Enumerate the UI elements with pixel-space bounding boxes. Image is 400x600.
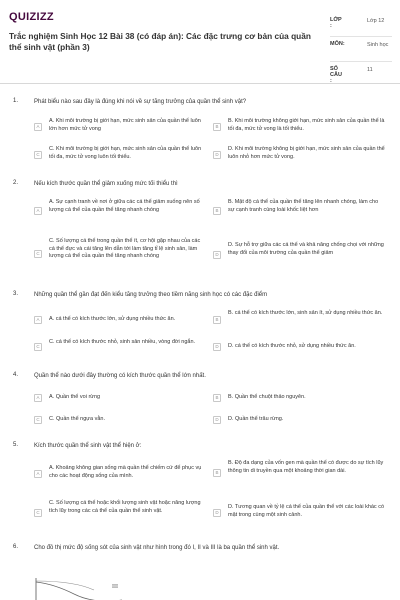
option-letter: D [213,343,221,351]
meta-count-value: 11 [367,67,373,73]
option-letter: A [34,394,42,402]
option-text: A. Sự cạnh tranh về nơi ở giữa các cá thể giảm xuống nên số lượng cá thể của quần thể tăng nhanh chóng [49,199,200,213]
option-text: A. Quần thể voi rừng [49,394,101,400]
option-text: C. Khi môi trường bị giới hạn, mức sinh sản của quần thể luôn tối đa, mức tử vong luôn tối thiểu. [49,146,202,160]
survival-curve [36,582,122,600]
option-letter: B [213,207,221,215]
option-letter: C [34,250,42,258]
worksheet-header [0,0,400,84]
option-text: D. Sự hỗ trợ giữa các cá thể và khả năng chống chọi với những thay đổi của môi trường của quần thể giảm [228,242,384,256]
question-text: Quần thể nào dưới đây thường có kích thước quần thể lớn nhất. [34,373,206,379]
option-letter: C [34,509,42,517]
question-text: Những quần thể gần đạt đến kiểu tăng trưởng theo tiềm năng sinh học có các đặc điểm [34,292,268,298]
option-letter: D [213,151,221,159]
question-number: 3. [13,291,19,297]
question-number: 1. [13,98,19,104]
option-text: C. Số lượng cá thể trong quần thể ít, cơ hội gặp nhau của các cá thể đực và cái tăng lên dẫn tới làm tăng tỉ lệ sinh sản, làm lượng cá thể của quần thể tăng nhanh chóng [49,238,201,259]
option-text: A. cá thể có kích thước lớn, sử dụng nhiều thức ăn. [49,316,176,322]
option-letter: D [213,251,221,259]
option-text: A. Khoảng không gian sống mà quần thể chiếm cứ để phục vụ cho các hoạt động sống của mình. [49,465,202,479]
option-text: B. Quần thể chuột thảo nguyên. [228,394,306,400]
question-text: Cho đồ thị mức độ sống sót của sinh vật như hình trong đó I, II và III là ba quần thể sinh vật. [34,545,280,551]
meta-divider [330,61,392,62]
option-text: D. cá thể có kích thước nhỏ, sử dụng nhiều thức ăn. [228,343,356,349]
survival-curve [36,581,94,590]
question-text: Kích thước quần thể sinh vật thể hiện ở: [34,443,142,449]
question-text: Phát biểu nào sau đây là đúng khi nói về sự tăng trưởng của quần thể sinh vật? [34,99,247,105]
option-text: B. Khi môi trường không giới hạn, mức sinh sản của quần thể là tối đa, mức tử vong là tối thiểu. [228,118,385,132]
option-text: C. Số lượng cá thể hoặc khối lượng sinh vật hoặc năng lượng tích lũy trong các cá thể của quần thể sinh vật. [49,500,201,514]
option-letter: C [34,151,42,159]
option-letter: A [34,207,42,215]
question-number: 5. [13,442,19,448]
option-text: D. Tương quan về tỷ lệ cá thể của quần thể với các loài khác có mặt trong cùng một sinh cảnh. [228,504,385,518]
option-text: C. cá thể có kích thước nhỏ, sinh sản nhiều, vòng đời ngắn. [49,339,196,345]
option-letter: A [34,316,42,324]
meta-subject-value: Sinh học [367,42,389,48]
worksheet-title: Trắc nghiệm Sinh Học 12 Bài 38 (có đáp án): Các đặc trưng cơ bản của quần thể sinh vật (phần 3) [9,31,311,52]
option-letter: D [213,509,221,517]
option-letter: B [213,469,221,477]
quizizz-logo: QUIZIZZ [9,11,54,23]
option-text: B. cá thể có kích thước lớn, sinh sản ít, sử dụng nhiều thức ăn. [228,310,383,316]
option-letter: B [213,316,221,324]
meta-grade-value: Lớp 12 [367,18,385,24]
option-text: D. Khi môi trường không bị giới hạn, mức sinh sản của quần thể luôn nhỏ hơn mức tử vong. [228,146,385,160]
option-text: C. Quần thể ngựa vằn. [49,416,105,422]
curve-label: III [112,584,118,590]
option-text: A. Khi môi trường bị giới hạn, mức sinh sản của quần thể luôn lớn hơn mức tử vong [49,118,201,132]
option-letter: A [34,123,42,131]
option-letter: C [34,416,42,424]
question-number: 6. [13,544,19,550]
survival-curve-figure [34,578,124,600]
option-text: B. Độ đa dạng của vốn gen mà quần thể có được do sự tích lũy thông tin di truyền qua một khoảng thời gian dài. [228,460,384,474]
option-letter: A [34,470,42,478]
meta-subject-label: MÔN: [330,41,345,47]
question-number: 2. [13,180,19,186]
question-number: 4. [13,372,19,378]
option-letter: B [213,123,221,131]
meta-divider [330,36,392,37]
option-text: D. Quần thể trâu rừng. [228,416,284,422]
option-letter: D [213,416,221,424]
meta-grade-label: LỚP : [330,17,342,29]
question-text: Nếu kích thước quần thể giảm xuống mức tối thiểu thì [34,181,178,187]
option-text: B. Mật độ cá thể của quần thể tăng lên nhanh chóng, làm cho sự cạnh tranh cùng loài khốc liệt hơn [228,199,379,213]
option-letter: B [213,394,221,402]
option-letter: C [34,343,42,351]
meta-count-label: SỐ CÂU : [330,66,342,84]
